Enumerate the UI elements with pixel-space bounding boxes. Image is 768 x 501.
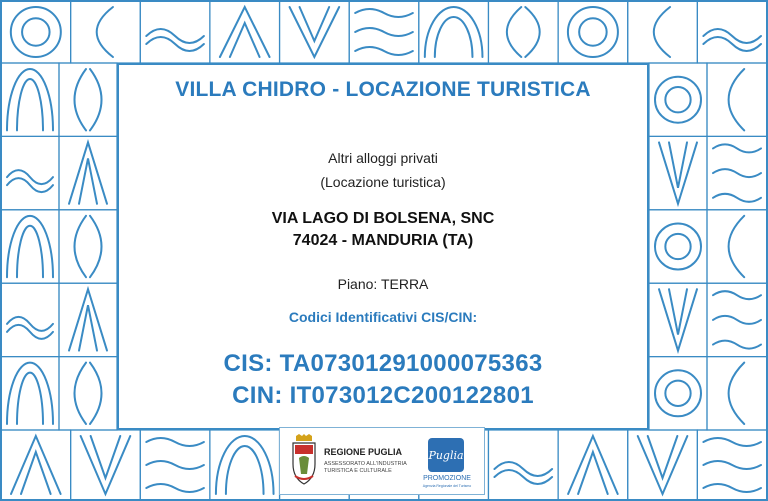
region-department-line-1: ASSESSORATO ALL'INDUSTRIA <box>324 461 407 467</box>
address-line-1: VIA LAGO DI BOLSENA, SNC <box>271 210 495 227</box>
cis-code: CIS: TA07301291000075363 <box>223 350 543 377</box>
category-line-2: (Locazione turistica) <box>320 174 446 190</box>
category-line-1: Altri alloggi privati <box>328 150 438 166</box>
codes-heading: Codici Identificativi CIS/CIN: <box>288 309 478 325</box>
region-crest-icon <box>290 434 318 488</box>
region-department-line-2: TURISTICA E CULTURALE <box>324 468 392 474</box>
region-name: REGIONE PUGLIA <box>324 447 403 457</box>
page-title: VILLA CHIDRO - LOCAZIONE TURISTICA <box>175 78 591 101</box>
info-panel <box>117 63 649 430</box>
logos-box <box>279 427 485 495</box>
cin-code: CIN: IT073012C200122801 <box>232 382 534 409</box>
puglia-logo: Puglia <box>428 438 464 472</box>
promozione-caption: PROMOZIONE <box>423 475 471 482</box>
region-department <box>324 461 424 475</box>
address-line-2: 74024 - MANDURIA (TA) <box>292 232 474 249</box>
promozione-subcaption: Agenzia Regionale del Turismo <box>422 484 472 488</box>
floor-label: Piano: TERRA <box>337 276 429 292</box>
